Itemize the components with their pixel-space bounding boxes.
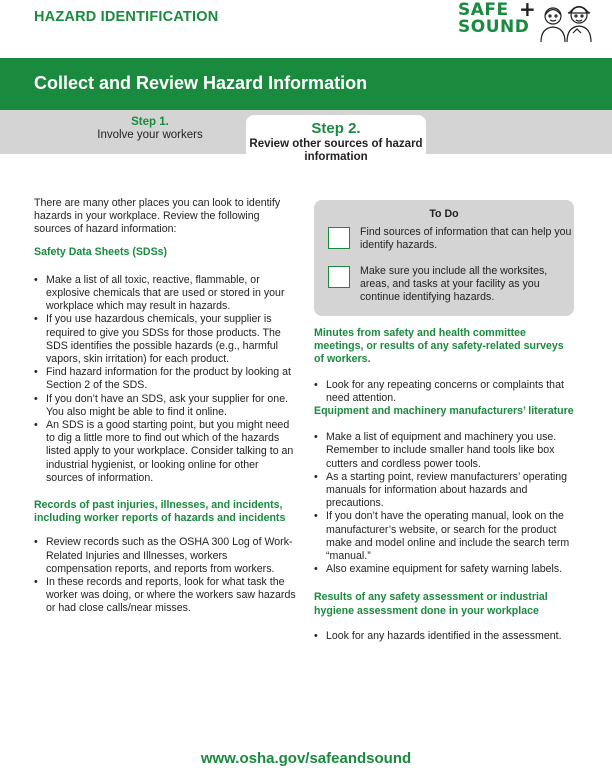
page-title: Collect and Review Hazard Information <box>34 73 368 93</box>
title-banner <box>0 58 612 110</box>
list-item: • In these records and reports, look for what task the worker was doing, or where the workers saw hazards or had close calls/near misses. <box>34 576 296 616</box>
list-item: • Look for any hazards identified in the assessment. <box>314 630 574 643</box>
todo-item-text: Make sure you include all the worksites, areas, and tasks at your facility as you continue identifying hazards. <box>360 265 548 304</box>
list-item: • If you use hazardous chemicals, your supplier is required to give you SDSs for those products. The SDS identifies the possible hazards (e.g., harmful vapors, skin irritation) for each product. <box>34 313 296 366</box>
left-column <box>34 197 296 616</box>
list-item: • Review records such as the OSHA 300 Log of Work-Related Injuries and Illnesses, workers compensation reports, and reports from workers. <box>34 536 296 576</box>
step-1-description: Involve your workers <box>97 129 203 141</box>
todo-box <box>314 200 574 316</box>
assessment-list <box>314 630 574 643</box>
logo-safe-text: SAFE <box>458 0 509 20</box>
list-item: • As a starting point, review manufacturers’ operating manuals for information about hazards and precautions. <box>314 471 574 511</box>
section-label: HAZARD IDENTIFICATION <box>34 9 219 25</box>
step-2-number: Step 2. <box>311 120 361 137</box>
list-item: • If you don’t have an SDS, ask your supplier for one. You also might be able to find it online. <box>34 393 296 419</box>
records-list <box>34 536 296 615</box>
minutes-heading: Minutes from safety and health committee meetings, or results of any safety-related surveys of workers. <box>314 327 564 366</box>
step-1-number: Step 1. <box>131 116 169 128</box>
equipment-heading: Equipment and machinery manufacturers’ literature <box>314 405 574 418</box>
step-2-description: Review other sources of hazard information <box>249 138 423 163</box>
safe-and-sound-logo <box>456 0 606 44</box>
sds-list <box>34 274 296 485</box>
list-item: • Find hazard information for the product by looking at Section 2 of the SDS. <box>34 366 296 392</box>
todo-title: To Do <box>429 208 459 220</box>
step-2-tab <box>246 115 426 175</box>
list-item: • Make a list of equipment and machinery you use. Remember to include smaller hand tools like box cutters and cordless power tools. <box>314 431 574 471</box>
records-heading: Records of past injuries, illnesses, and incidents, including worker reports of hazards and incidents <box>34 499 286 525</box>
right-column <box>314 200 574 643</box>
list-item: • Look for any repeating concerns or complaints that need attention. <box>314 379 574 405</box>
todo-item-text: Find sources of information that can help you identify hazards. <box>360 226 572 252</box>
intro-paragraph: There are many other places you can look to identify hazards in your workplace. Review the following sources of hazard information: <box>34 197 281 236</box>
assessment-heading: Results of any safety assessment or industrial hygiene assessment done in your workplace <box>314 591 548 617</box>
equipment-list <box>314 431 574 576</box>
logo-plus-text: + <box>519 0 537 21</box>
list-item: • An SDS is a good starting point, but you might need to dig a little more to find out which of the hazards listed apply to your workplace. Consider talking to an industrial hygienist, or looking online for other sources of information. <box>34 419 296 485</box>
sds-heading: Safety Data Sheets (SDSs) <box>34 245 168 258</box>
workers-icon <box>533 0 603 42</box>
footer-link[interactable]: www.osha.gov/safeandsound <box>200 750 412 767</box>
list-item: • Make a list of all toxic, reactive, flammable, or explosive chemicals that are used or stored in your workplace which may result in hazards. <box>34 274 296 314</box>
minutes-list <box>314 379 574 405</box>
step-1 <box>60 116 240 141</box>
list-item: • If you don’t have the operating manual, look on the manufacturer’s website, or search for the product make and model online and include the search term “manual.” <box>314 510 574 563</box>
logo-sound-text: SOUND <box>458 17 530 37</box>
list-item: • Also examine equipment for safety warning labels. <box>314 563 574 576</box>
checkbox[interactable] <box>328 266 350 288</box>
checkbox[interactable] <box>328 227 350 249</box>
